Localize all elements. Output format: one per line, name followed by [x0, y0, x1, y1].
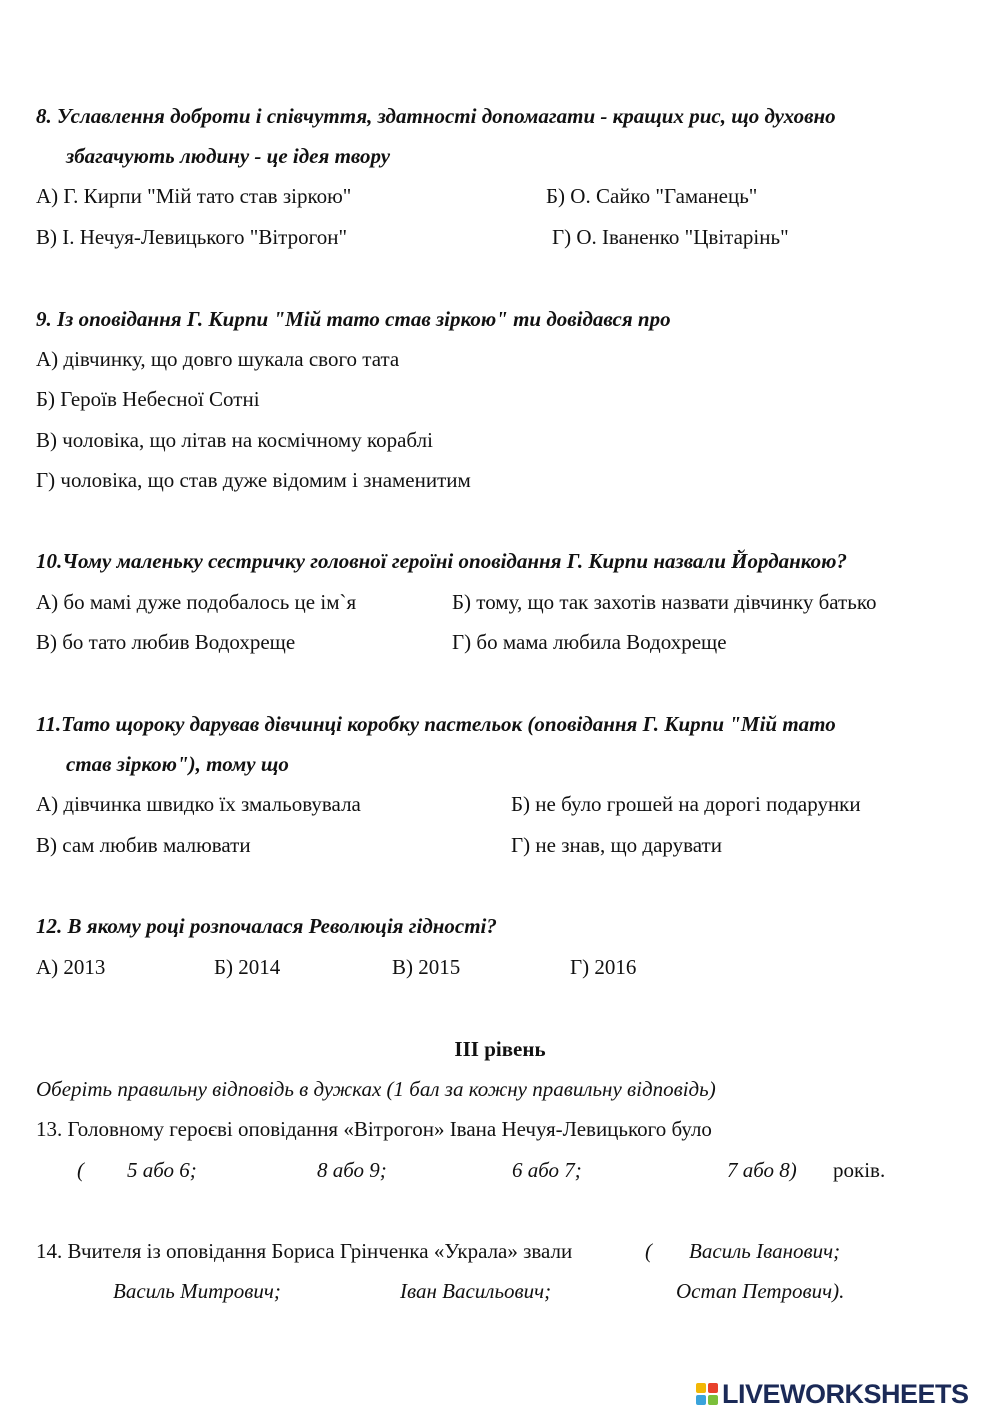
question-11-option-b: Б) не було грошей на дорогі подарунки: [511, 792, 861, 816]
question-8-option-a: А) Г. Кирпи "Мій тато став зіркою": [36, 184, 352, 208]
grid-icon: [696, 1383, 718, 1405]
question-8-title-cont: збагачують людину - це ідея твору: [66, 144, 391, 168]
question-9-option-c: В) чоловіка, що літав на космічному кораблі: [36, 428, 433, 452]
question-14-title: 14. Вчителя із оповідання Бориса Грінченка «Украла» звали: [36, 1239, 573, 1263]
question-9-option-a: А) дівчинку, що довго шукала свого тата: [36, 347, 400, 371]
question-14-choice-2[interactable]: Василь Митрович;: [113, 1279, 281, 1303]
question-10-option-d: Г) бо мама любила Водохреще: [452, 630, 727, 654]
question-9-option-b: Б) Героїв Небесної Сотні: [36, 387, 260, 411]
question-12-option-d: Г) 2016: [570, 955, 637, 979]
question-12-option-b: Б) 2014: [214, 955, 281, 979]
logo-square-1: [696, 1383, 706, 1393]
question-14-open-paren: (: [645, 1239, 652, 1263]
question-8-option-b: Б) О. Сайко "Гаманець": [546, 184, 758, 208]
question-9-option-d: Г) чоловіка, що став дуже відомим і знаменитим: [36, 468, 471, 492]
question-8-option-d: Г) О. Іваненко "Цвітарінь": [552, 225, 789, 249]
logo-square-4: [708, 1395, 718, 1405]
question-13-choice-1[interactable]: 5 або 6;: [127, 1158, 197, 1182]
question-13-choice-3[interactable]: 6 або 7;: [512, 1158, 582, 1182]
question-10-title: 10.Чому маленьку сестричку головної героїні оповідання Г. Кирпи назвали Йорданкою?: [36, 549, 847, 573]
question-14-choice-3[interactable]: Іван Васильович;: [400, 1279, 552, 1303]
question-11-option-a: А) дівчинка швидко їх змальовувала: [36, 792, 361, 816]
question-11-title-cont: став зіркою"), тому що: [66, 752, 289, 776]
logo-square-3: [696, 1395, 706, 1405]
question-10-option-b: Б) тому, що так захотів назвати дівчинку батько: [452, 590, 877, 614]
level-3-instruction: Оберіть правильну відповідь в дужках (1 бал за кожну правильну відповідь): [36, 1077, 716, 1101]
level-3-heading: ІІІ рівень: [454, 1037, 546, 1061]
question-10-option-a: А) бо мамі дуже подобалось це ім`я: [36, 590, 357, 614]
question-11-option-c: В) сам любив малювати: [36, 833, 251, 857]
question-12-option-c: В) 2015: [392, 955, 461, 979]
question-12-option-a: А) 2013: [36, 955, 106, 979]
question-8-title: 8. Уславлення доброти і співчуття, здатності допомагати - кращих рис, що духовно: [36, 104, 836, 128]
question-13-title: 13. Головному героєві оповідання «Вітрогон» Івана Нечуя-Левицького було: [36, 1117, 712, 1141]
question-11-title: 11.Тато щороку дарував дівчинці коробку пастельок (оповідання Г. Кирпи "Мій тато: [36, 712, 836, 736]
liveworksheets-logo: [696, 1380, 969, 1408]
question-11-option-d: Г) не знав, що дарувати: [511, 833, 722, 857]
logo-text: LIVEWORKSHEETS: [722, 1378, 969, 1409]
question-12-title: 12. В якому році розпочалася Революція гідності?: [36, 914, 497, 938]
question-13-choice-2[interactable]: 8 або 9;: [317, 1158, 387, 1182]
question-14-choice-1[interactable]: Василь Іванович;: [689, 1239, 841, 1263]
question-8-option-c: В) І. Нечуя-Левицького "Вітрогон": [36, 225, 348, 249]
question-14-choice-4[interactable]: Остап Петрович).: [676, 1279, 845, 1303]
question-9-title: 9. Із оповідання Г. Кирпи "Мій тато став зіркою" ти довідався про: [36, 307, 671, 331]
logo-square-2: [708, 1383, 718, 1393]
question-13-open-paren: (: [77, 1158, 84, 1182]
question-13-suffix: років.: [833, 1158, 886, 1182]
question-13-choice-4[interactable]: 7 або 8): [727, 1158, 797, 1182]
question-10-option-c: В) бо тато любив Водохреще: [36, 630, 296, 654]
